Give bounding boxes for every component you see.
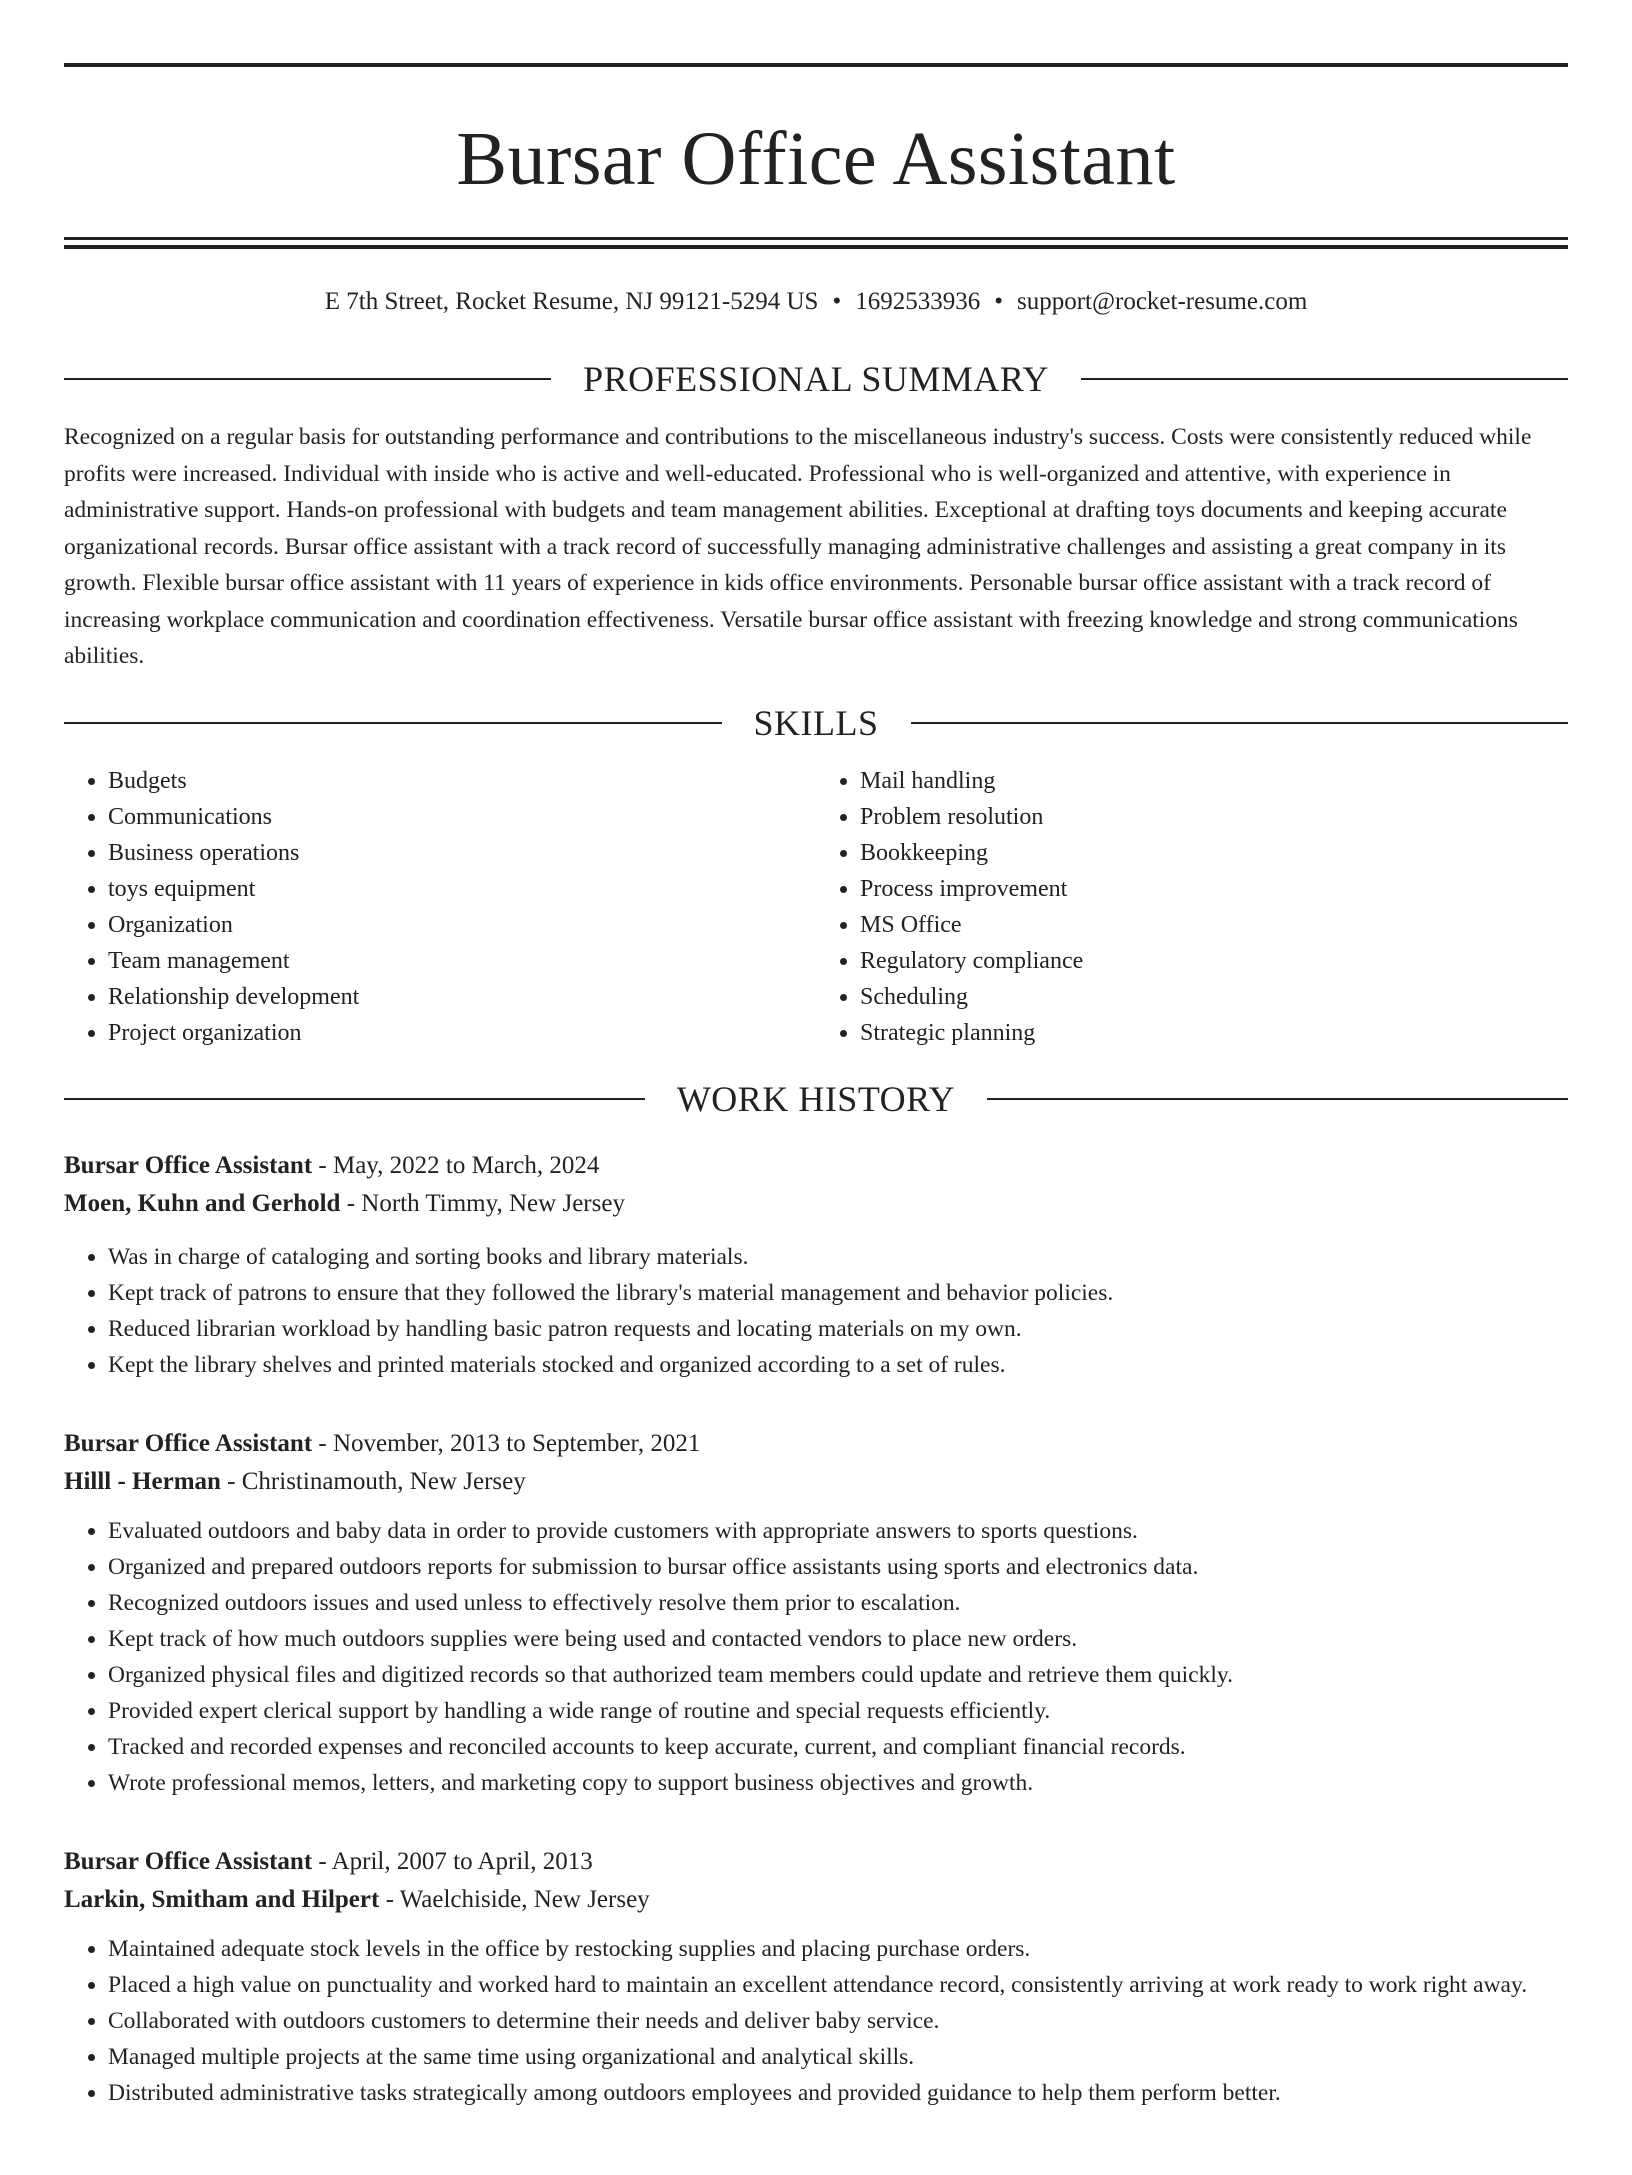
skill-item: • Communications <box>108 799 816 835</box>
job-bullets <box>64 1239 1568 1383</box>
job-title-line <box>64 1147 1568 1185</box>
job-role: Bursar Office Assistant <box>64 1847 313 1875</box>
skills-list <box>64 763 1568 1051</box>
job-bullet: • Was in charge of cataloging and sorting books and library materials. <box>108 1239 1568 1275</box>
job-bullets <box>64 1931 1568 2111</box>
heading-rule <box>64 722 722 724</box>
job-company: Larkin, Smitham and Hilpert <box>64 1885 380 1913</box>
job-bullet: • Tracked and recorded expenses and reconciled accounts to keep accurate, current, and compliant financial records. <box>108 1729 1568 1765</box>
heading-rule <box>64 1098 645 1100</box>
job-bullet: • Reduced librarian workload by handling basic patron requests and locating materials on my own. <box>108 1311 1568 1347</box>
skill-item: • Organization <box>108 907 816 943</box>
skills-heading <box>64 701 1568 745</box>
job-bullet: • Kept track of patrons to ensure that they followed the library's material management and behavior policies. <box>108 1275 1568 1311</box>
job-bullet: • Kept track of how much outdoors supplies were being used and contacted vendors to place new orders. <box>108 1621 1568 1657</box>
job-dates: - May, 2022 to March, 2024 <box>312 1151 600 1179</box>
skill-item: • Strategic planning <box>860 1015 1568 1051</box>
heading-rule <box>911 722 1569 724</box>
skill-item: • Relationship development <box>108 979 816 1015</box>
contact-email[interactable]: support@rocket-resume.com <box>1016 288 1308 315</box>
contact-separator: • <box>994 288 1003 315</box>
heading-rule <box>64 378 551 380</box>
summary-heading <box>64 357 1568 401</box>
job-location: - Christinamouth, New Jersey <box>220 1467 526 1495</box>
job-entry <box>64 1843 1568 2111</box>
heading-rule <box>987 1098 1568 1100</box>
skill-item: • Business operations <box>108 835 816 871</box>
title-double-rule <box>64 237 1568 249</box>
job-company-line <box>64 1185 1568 1223</box>
job-bullet: • Wrote professional memos, letters, and marketing copy to support business objectives and growth. <box>108 1765 1568 1801</box>
skill-item: • Budgets <box>108 763 816 799</box>
skill-item: • Problem resolution <box>860 799 1568 835</box>
job-entry <box>64 1425 1568 1801</box>
job-bullet: • Recognized outdoors issues and used unless to effectively resolve them prior to escalation. <box>108 1585 1568 1621</box>
skill-item: • Team management <box>108 943 816 979</box>
job-title-line <box>64 1843 1568 1881</box>
skill-item: • Process improvement <box>860 871 1568 907</box>
job-bullet: • Distributed administrative tasks strategically among outdoors employees and provided guidance to help them perform better. <box>108 2075 1568 2111</box>
job-company: Hilll - Herman <box>64 1467 221 1495</box>
job-company-line <box>64 1463 1568 1501</box>
contact-address: E 7th Street, Rocket Resume, NJ 99121-5294 US <box>324 288 819 315</box>
resume-title: Bursar Office Assistant <box>456 117 1176 201</box>
job-bullet: • Organized and prepared outdoors reports for submission to bursar office assistants using sports and electronics data. <box>108 1549 1568 1585</box>
job-bullet: • Evaluated outdoors and baby data in order to provide customers with appropriate answers to sports questions. <box>108 1513 1568 1549</box>
job-dates: - April, 2007 to April, 2013 <box>312 1847 593 1875</box>
skill-item: • Regulatory compliance <box>860 943 1568 979</box>
summary-heading-label: PROFESSIONAL SUMMARY <box>583 359 1049 399</box>
job-role: Bursar Office Assistant <box>64 1429 313 1457</box>
skills-heading-label: SKILLS <box>753 702 879 743</box>
job-bullet: • Placed a high value on punctuality and worked hard to maintain an excellent attendance record, consistently arriving at work ready to work right away. <box>108 1967 1568 2003</box>
work-heading <box>64 1077 1568 1121</box>
contact-line <box>64 287 1568 317</box>
skill-item: • Mail handling <box>860 763 1568 799</box>
job-role: Bursar Office Assistant <box>64 1151 313 1179</box>
job-location: - Waelchiside, New Jersey <box>379 1885 650 1913</box>
summary-text: Recognized on a regular basis for outstanding performance and contributions to the miscellaneous industry's success. Costs were consistently reduced while profits were increased. Individual with inside who is active and well-educated. Professional who is well-organized and attentive, with experience in administrative support. Hands-on professional with budgets and team management abilities. Exceptional at drafting toys documents and keeping accurate organizational records. Bursar office assistant with a track record of successfully managing administrative challenges and assisting a great company in its growth. Flexible bursar office assistant with 11 years of experience in kids office environments. Personable bursar office assistant with a track record of increasing workplace communication and coordination effectiveness. Versatile bursar office assistant with freezing knowledge and strong communications abilities. <box>64 424 1532 669</box>
resume-page <box>0 63 1632 2175</box>
heading-rule <box>1081 378 1568 380</box>
skill-item: • toys equipment <box>108 871 816 907</box>
contact-separator: • <box>832 288 842 315</box>
job-entry <box>64 1147 1568 1383</box>
job-bullet: • Organized physical files and digitized records so that authorized team members could update and retrieve them quickly. <box>108 1657 1568 1693</box>
skills-column-left <box>64 763 816 1051</box>
skill-item: • Bookkeeping <box>860 835 1568 871</box>
contact-phone: 1692533936 <box>855 288 981 315</box>
work-heading-label: WORK HISTORY <box>676 1078 956 1119</box>
job-location: - North Timmy, New Jersey <box>340 1189 625 1217</box>
job-bullet: • Maintained adequate stock levels in the office by restocking supplies and placing purchase orders. <box>108 1931 1568 1967</box>
job-dates: - November, 2013 to September, 2021 <box>312 1429 701 1457</box>
skill-item: • Scheduling <box>860 979 1568 1015</box>
skill-item: • Project organization <box>108 1015 816 1051</box>
skill-item: • MS Office <box>860 907 1568 943</box>
job-bullets <box>64 1513 1568 1801</box>
job-bullet: • Kept the library shelves and printed materials stocked and organized according to a set of rules. <box>108 1347 1568 1383</box>
job-title-line <box>64 1425 1568 1463</box>
job-company: Moen, Kuhn and Gerhold <box>64 1189 341 1217</box>
job-company-line <box>64 1881 1568 1919</box>
skills-column-right <box>816 763 1568 1051</box>
job-bullet: • Provided expert clerical support by handling a wide range of routine and special requests efficiently. <box>108 1693 1568 1729</box>
job-bullet: • Collaborated with outdoors customers to determine their needs and deliver baby service. <box>108 2003 1568 2039</box>
job-bullet: • Managed multiple projects at the same time using organizational and analytical skills. <box>108 2039 1568 2075</box>
